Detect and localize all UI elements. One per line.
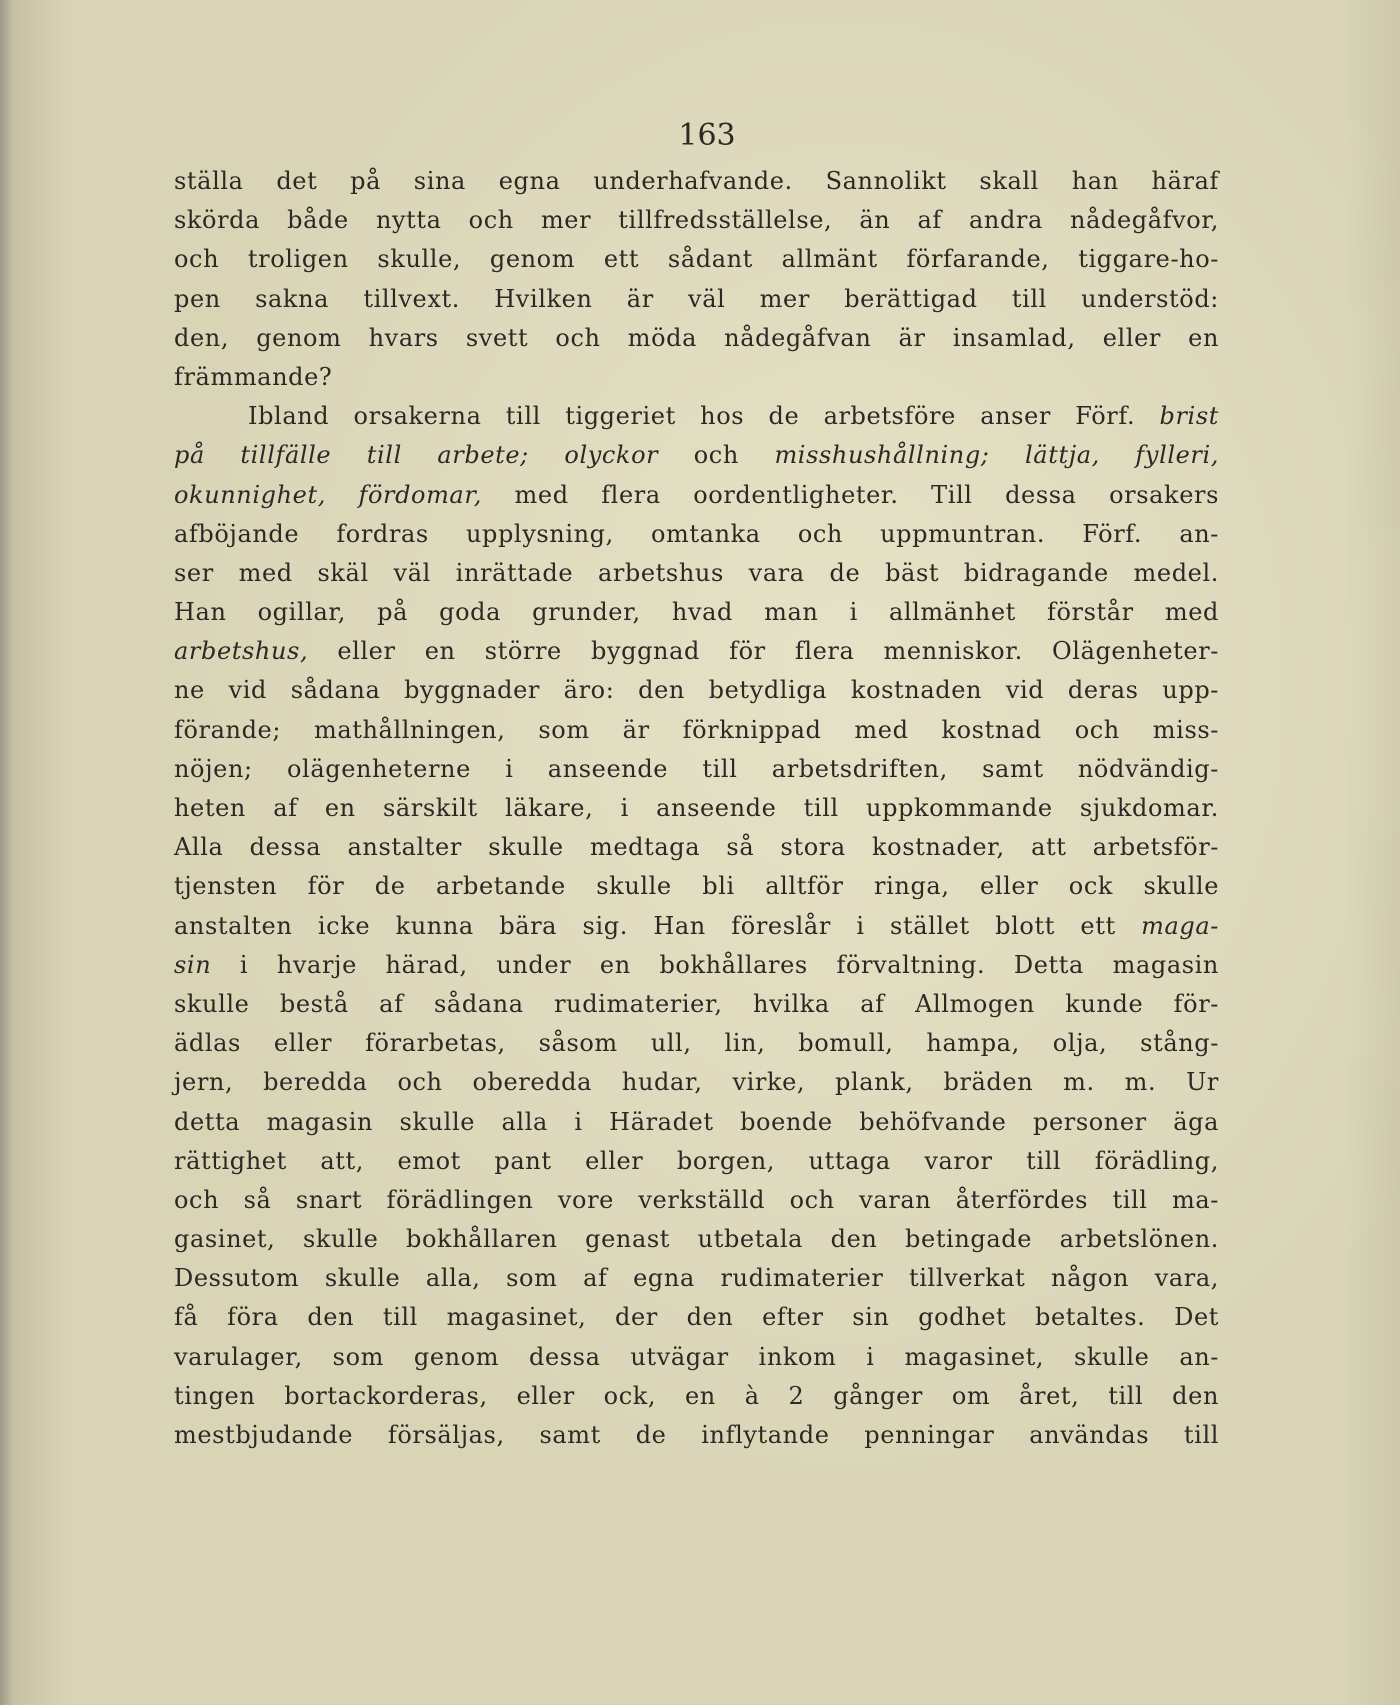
text-line: [174, 1416, 1219, 1455]
text-segment: Dessutom skulle alla, som af egna rudimaterier tillverkat någon vara,: [174, 1264, 1219, 1293]
text-segment: tingen bortackorderas, eller ock, en à 2 gånger om året, till den: [174, 1381, 1219, 1410]
text-segment: skörda både nytta och mer tillfredsställelse, än af andra nådegåfvor,: [174, 206, 1219, 235]
text-segment: den, genom hvars svett och möda nådegåfvan är insamlad, eller en: [174, 323, 1219, 352]
book-page: [14, 0, 1400, 1705]
text-segment: med flera oordentligheter. Till dessa orsakers: [482, 480, 1219, 509]
text-line: [174, 789, 1219, 828]
text-line: [174, 711, 1219, 750]
text-line: [174, 1220, 1219, 1259]
text-line: [174, 750, 1219, 789]
text-line: [174, 946, 1219, 985]
text-segment: Ibland orsakerna till tiggeriet hos de arbetsföre anser Förf.: [248, 402, 1160, 431]
text-line: [174, 867, 1219, 906]
text-segment: ne vid sådana byggnader äro: den betydliga kostnaden vid deras upp-: [174, 676, 1219, 705]
body-text: [174, 162, 1219, 1455]
text-segment: pen sakna tillvext. Hvilken är väl mer berättigad till understöd:: [174, 284, 1219, 313]
text-segment: tjensten för de arbetande skulle bli alltför ringa, eller ock skulle: [174, 872, 1219, 901]
text-segment: anstalten icke kunna bära sig. Han föreslår i stället blott ett: [174, 911, 1142, 940]
text-segment: i hvarje härad, under en bokhållares förvaltning. Detta magasin: [211, 950, 1219, 979]
text-line: [174, 1377, 1219, 1416]
text-segment: ställa det på sina egna underhafvande. Sannolikt skall han häraf: [174, 167, 1219, 195]
text-segment: och så snart förädlingen vore verkställd och varan återfördes till ma-: [174, 1185, 1219, 1214]
text-line: [174, 1024, 1219, 1063]
text-line: [174, 907, 1219, 946]
text-line: [174, 201, 1219, 240]
text-line: [174, 397, 1219, 436]
text-segment: ädlas eller förarbetas, såsom ull, lin, bomull, hampa, olja, stång-: [174, 1029, 1219, 1058]
text-line: [174, 1181, 1219, 1220]
text-line: [174, 240, 1219, 279]
text-line: [174, 1338, 1219, 1377]
book-spine-shadow: [0, 0, 14, 1705]
text-line: [174, 358, 1219, 397]
italic-text: arbetshus,: [174, 637, 309, 666]
text-segment: Alla dessa anstalter skulle medtaga så stora kostnader, att arbetsför-: [174, 833, 1219, 862]
italic-text: brist: [1159, 402, 1219, 431]
text-line: [174, 632, 1219, 671]
text-line: [174, 1298, 1219, 1337]
text-segment: främmande?: [174, 362, 333, 391]
text-line: [174, 1259, 1219, 1298]
text-segment: afböjande fordras upplysning, omtanka och uppmuntran. Förf. an-: [174, 519, 1219, 548]
text-line: [174, 162, 1219, 201]
text-segment: ser med skäl väl inrättade arbetshus vara de bäst bidragande medel.: [174, 558, 1219, 587]
italic-text: misshushållning; lättja, fylleri,: [774, 441, 1219, 470]
text-segment: mestbjudande försäljas, samt de inflytande penningar användas till: [174, 1421, 1219, 1449]
text-line: [174, 515, 1219, 554]
text-line: [174, 436, 1219, 475]
italic-text: maga-: [1141, 911, 1219, 940]
text-segment: nöjen; olägenheterne i anseende till arbetsdriften, samt nödvändig-: [174, 754, 1219, 783]
text-segment: förande; mathållningen, som är förknippad med kostnad och miss-: [174, 715, 1219, 744]
text-line: [174, 828, 1219, 867]
text-line: [174, 1063, 1219, 1102]
text-line: [174, 476, 1219, 515]
text-segment: och: [658, 441, 775, 470]
text-segment: Han ogillar, på goda grunder, hvad man i allmänhet förstår med: [174, 598, 1219, 627]
italic-text: sin: [174, 950, 212, 979]
text-segment: detta magasin skulle alla i Häradet boende behöfvande personer äga: [174, 1107, 1219, 1136]
text-line: [174, 554, 1219, 593]
italic-text: okunnighet, fördomar,: [174, 480, 483, 509]
text-segment: eller en större byggnad för flera menniskor. Olägenheter-: [308, 637, 1219, 666]
text-segment: varulager, som genom dessa utvägar inkom i magasinet, skulle an-: [174, 1342, 1219, 1371]
italic-text: på tillfälle till arbete; olyckor: [174, 441, 659, 470]
text-line: [174, 319, 1219, 358]
text-line: [174, 593, 1219, 632]
text-line: [174, 1103, 1219, 1142]
text-segment: jern, beredda och oberedda hudar, virke, plank, bräden m. m. Ur: [174, 1068, 1219, 1097]
text-segment: rättighet att, emot pant eller borgen, uttaga varor till förädling,: [174, 1146, 1219, 1175]
text-segment: gasinet, skulle bokhållaren genast utbetala den betingade arbetslönen.: [174, 1225, 1219, 1254]
page-number: 163: [678, 118, 736, 153]
text-segment: heten af en särskilt läkare, i anseende till uppkommande sjukdomar.: [174, 794, 1219, 822]
text-segment: och troligen skulle, genom ett sådant allmänt förfarande, tiggare-ho-: [174, 245, 1219, 274]
text-line: [174, 280, 1219, 319]
text-segment: få föra den till magasinet, der den efter sin godhet betaltes. Det: [174, 1303, 1219, 1332]
text-line: [174, 1142, 1219, 1181]
text-line: [174, 985, 1219, 1024]
text-line: [174, 671, 1219, 710]
text-segment: skulle bestå af sådana rudimaterier, hvilka af Allmogen kunde för-: [174, 989, 1219, 1018]
